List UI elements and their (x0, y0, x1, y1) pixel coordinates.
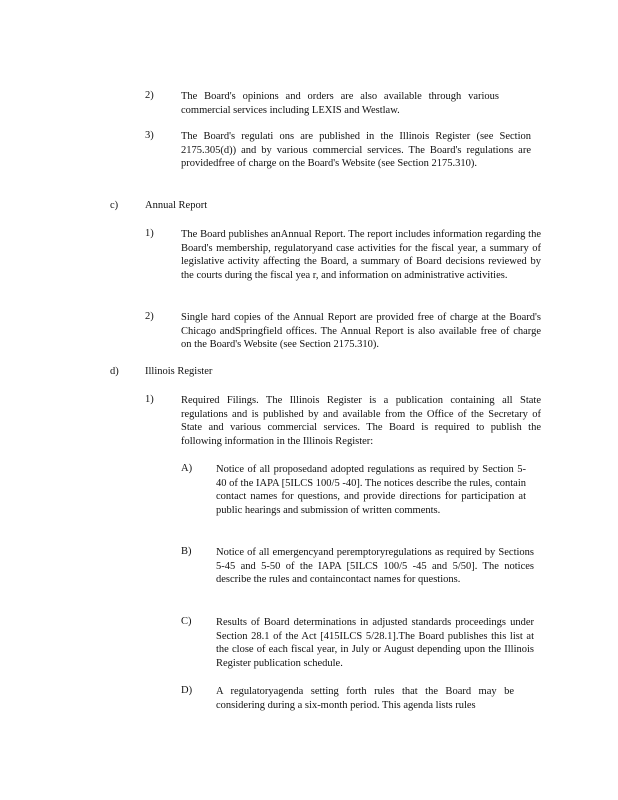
item-text: The Board's regulati ons are published in the Illinois Register (see Section 2175.305(d)) and by various commercial services. The Board's regulations are providedfree of charge on the Board's Website (see Section 2175.310). (181, 131, 531, 170)
item-text: Results of Board determinations in adjusted standards proceedings under Section 28.1 of the Act [415ILCS 5/28.1].The Board publishes this list at the close of each fiscal year, in July or August depending upon the Illinois Register publication schedule. (216, 617, 534, 670)
item-number: 1) (145, 228, 154, 239)
item-text: Notice of all emergencyand peremptoryregulations as required by Sections 5-45 and 5-50 of the IAPA [5ILCS 100/5 -45 and 5/50]. The notices describe the rules and containcontact names for questions. (216, 547, 534, 586)
item-text: A regulatoryagenda setting forth rules that the Board may be considering during a six-month period. This agenda lists rules (216, 686, 514, 711)
section-title: Annual Report (145, 200, 208, 211)
item-number: A) (181, 463, 193, 474)
item-number: B) (181, 546, 192, 557)
item-text: The Board's opinions and orders are also available through various commercial services including LEXIS and Westlaw. (181, 91, 499, 116)
section-title: Illinois Register (145, 366, 213, 377)
item-number: 3) (145, 130, 154, 141)
item-number: C) (181, 616, 192, 627)
section-letter: c) (110, 200, 119, 211)
item-number: 1) (145, 394, 154, 405)
item-text: Notice of all proposedand adopted regulations as required by Section 5-40 of the IAPA [5ILCS 100/5 -40]. The notices describe the rules, contain contact names for questions, and provide directions for participation at public hearings and submission of written comments. (216, 464, 526, 517)
item-number: D) (181, 685, 193, 696)
item-text: Required Filings. The Illinois Register is a publication containing all State regulations and is published by and available from the Office of the Secretary of State and various commercial services. The Board is required to publish the following information in the Illinois Register: (181, 395, 541, 448)
item-number: 2) (145, 311, 154, 322)
section-letter: d) (110, 366, 119, 377)
item-text: Single hard copies of the Annual Report are provided free of charge at the Board's Chicago andSpringfield offices. The Annual Report is also available free of charge on the Board's Website (see Section 2175.310). (181, 312, 541, 351)
item-text: The Board publishes anAnnual Report. The report includes information regarding the Board's membership, regulatoryand case activities for the fiscal year, a summary of legislative activity affecting the Board, a summary of Board decisions reviewed by the courts during the fiscal yea r, and information on administrative activities. (181, 229, 541, 282)
item-number: 2) (145, 90, 154, 101)
